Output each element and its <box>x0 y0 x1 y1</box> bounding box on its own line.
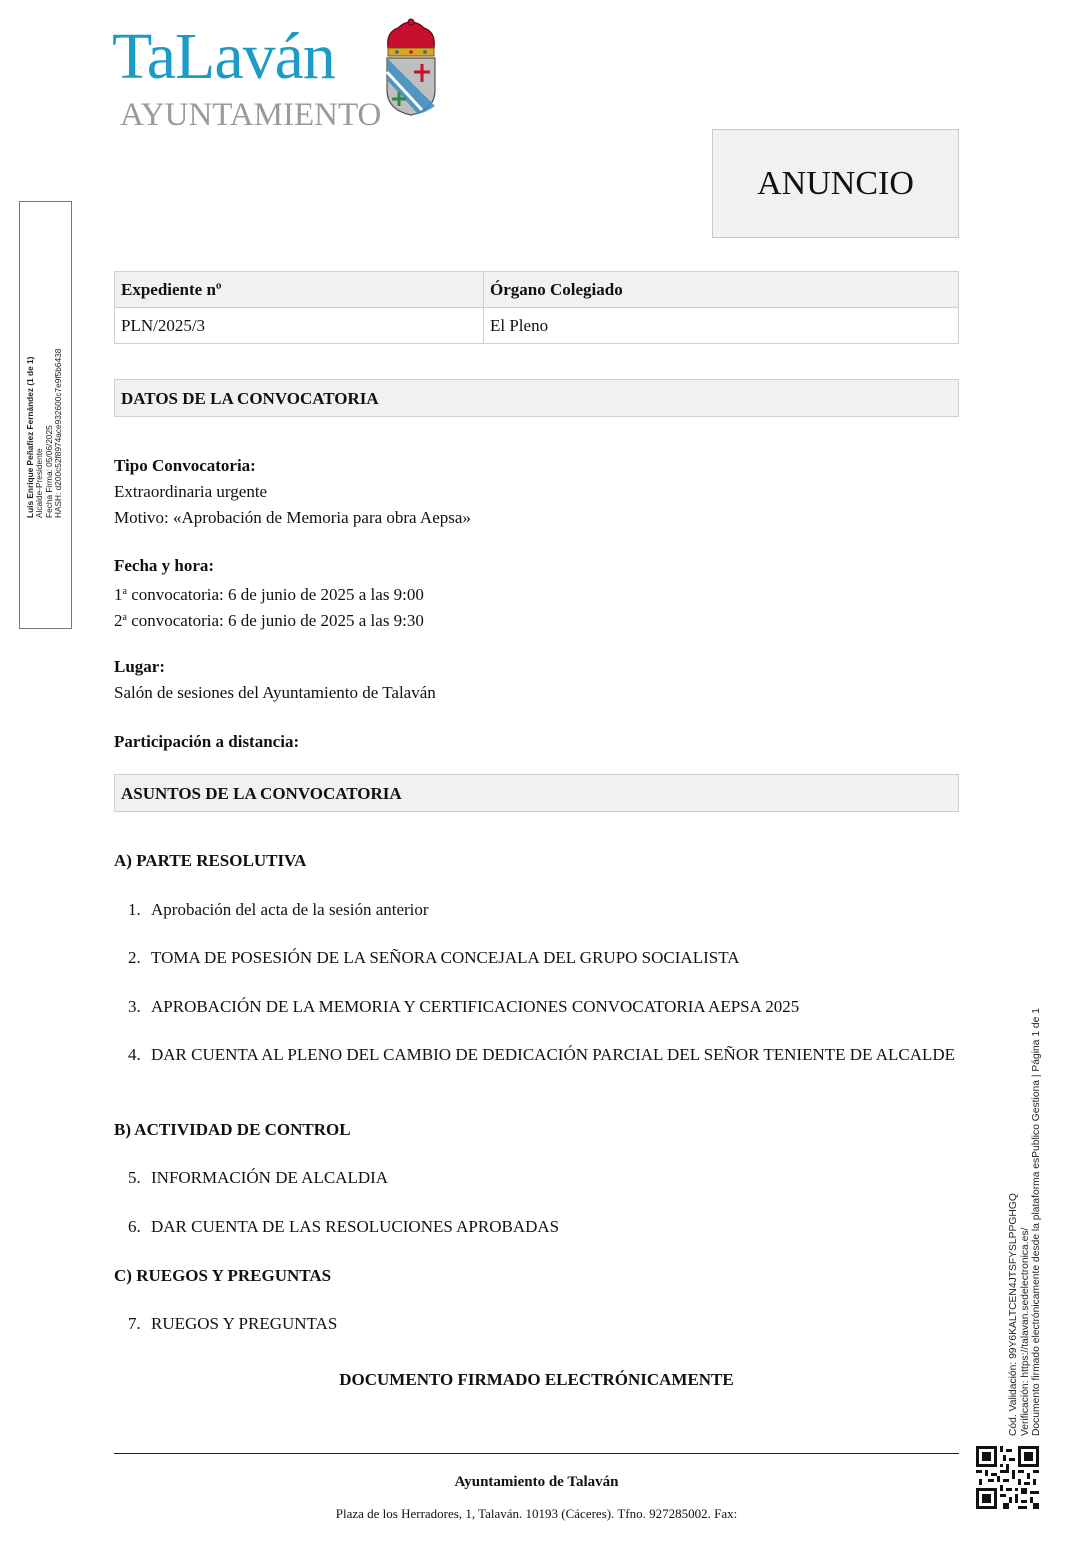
signature-date: Fecha Firma: 05/06/2025 <box>43 425 54 518</box>
expediente-value: PLN/2025/3 <box>115 308 484 344</box>
item-number: 7. <box>128 1314 141 1333</box>
lugar-label: Lugar: <box>114 657 165 676</box>
item-text: TOMA DE POSESIÓN DE LA SEÑORA CONCEJALA DEL GRUPO SOCIALISTA <box>151 948 740 967</box>
validation-code: Cód. Validación: 99Y6KALTCEN4JTSFYSLPPGHGQ <box>1008 1193 1019 1436</box>
second-convocatoria-text: convocatoria: 6 de junio de 2025 a las 9:30 <box>131 611 424 630</box>
ordinal-mark: a <box>122 612 127 623</box>
second-ordinal: 2 <box>114 611 123 630</box>
item-number: 5. <box>128 1168 141 1187</box>
signed-notice: DOCUMENTO FIRMADO ELECTRÓNICAMENTE <box>339 1370 734 1389</box>
platform-note: Documento firmado electrónicamente desde la plataforma esPublico Gestiona | Página 1 de 1 <box>1031 1008 1042 1436</box>
first-convocatoria-text: convocatoria: 6 de junio de 2025 a las 9:00 <box>131 585 424 604</box>
logo-subtitle: AYUNTAMIENTO <box>120 97 382 133</box>
footer-address: Plaza de los Herradores, 1, Talaván. 10193 (Cáceres). Tfno. 927285002. Fax: <box>335 1506 738 1521</box>
item-number: 1. <box>128 900 141 919</box>
lugar-value: Salón de sesiones del Ayuntamiento de Talaván <box>114 683 436 702</box>
header-expediente: Expediente nº <box>115 272 484 308</box>
qr-code-icon <box>976 1446 1039 1509</box>
item-text: RUEGOS Y PREGUNTAS <box>151 1314 338 1333</box>
verification-url: Verificación: https://talavan.sedelectronica.es/ <box>1019 1227 1031 1436</box>
tipo-label: Tipo Convocatoria: <box>114 456 256 475</box>
item-number: 6. <box>128 1217 141 1236</box>
item-text: APROBACIÓN DE LA MEMORIA Y CERTIFICACIONES CONVOCATORIA AEPSA 2025 <box>151 997 800 1016</box>
table-header-row <box>115 272 959 308</box>
signer-name: Luis Enrique Peñafiez Fernández (1 de 1) <box>25 356 35 518</box>
signature-hash: HASH: d200c52f8974ace932600c7e9f5b6438 <box>53 348 64 518</box>
part-c-heading: C) RUEGOS Y PREGUNTAS <box>114 1266 332 1285</box>
item-text: Aprobación del acta de la sesión anterior <box>151 900 429 919</box>
ordinal-mark: a <box>122 586 127 597</box>
header-organo: Órgano Colegiado <box>484 272 959 308</box>
asuntos-section-header: ASUNTOS DE LA CONVOCATORIA <box>114 774 959 812</box>
first-convocatoria <box>114 579 424 608</box>
announcement-title-box: ANUNCIO <box>712 129 959 238</box>
fecha-label: Fecha y hora: <box>114 556 215 575</box>
tipo-value: Extraordinaria urgente <box>114 482 268 501</box>
logo-name: TaLaván <box>112 20 335 93</box>
footer-divider <box>114 1453 959 1454</box>
participacion-label: Participación a distancia: <box>114 732 300 751</box>
part-b-heading: B) ACTIVIDAD DE CONTROL <box>114 1120 351 1139</box>
signer-role: Alcalde-Presidente <box>34 448 45 518</box>
item-text: INFORMACIÓN DE ALCALDIA <box>151 1168 389 1187</box>
item-number: 4. <box>128 1045 141 1064</box>
second-convocatoria <box>114 605 424 634</box>
item-number: 3. <box>128 997 141 1016</box>
item-text: DAR CUENTA DE LAS RESOLUCIONES APROBADAS <box>151 1217 560 1236</box>
datos-section-header: DATOS DE LA CONVOCATORIA <box>114 379 959 417</box>
item-number: 2. <box>128 948 141 967</box>
motivo-text: Motivo: «Aprobación de Memoria para obra Aepsa» <box>114 508 471 527</box>
verification-text <box>1008 1008 1043 1436</box>
signature-stamp-text <box>26 349 64 518</box>
first-ordinal: 1 <box>114 585 123 604</box>
organo-value: El Pleno <box>484 308 959 344</box>
expediente-table <box>114 271 959 344</box>
footer-title: Ayuntamiento de Talaván <box>454 1474 619 1490</box>
municipal-logo <box>112 18 442 133</box>
coat-of-arms-icon <box>382 18 440 118</box>
table-row <box>115 308 959 344</box>
part-a-heading: A) PARTE RESOLUTIVA <box>114 851 307 870</box>
item-text: DAR CUENTA AL PLENO DEL CAMBIO DE DEDICACIÓN PARCIAL DEL SEÑOR TENIENTE DE ALCALDE <box>151 1045 956 1064</box>
